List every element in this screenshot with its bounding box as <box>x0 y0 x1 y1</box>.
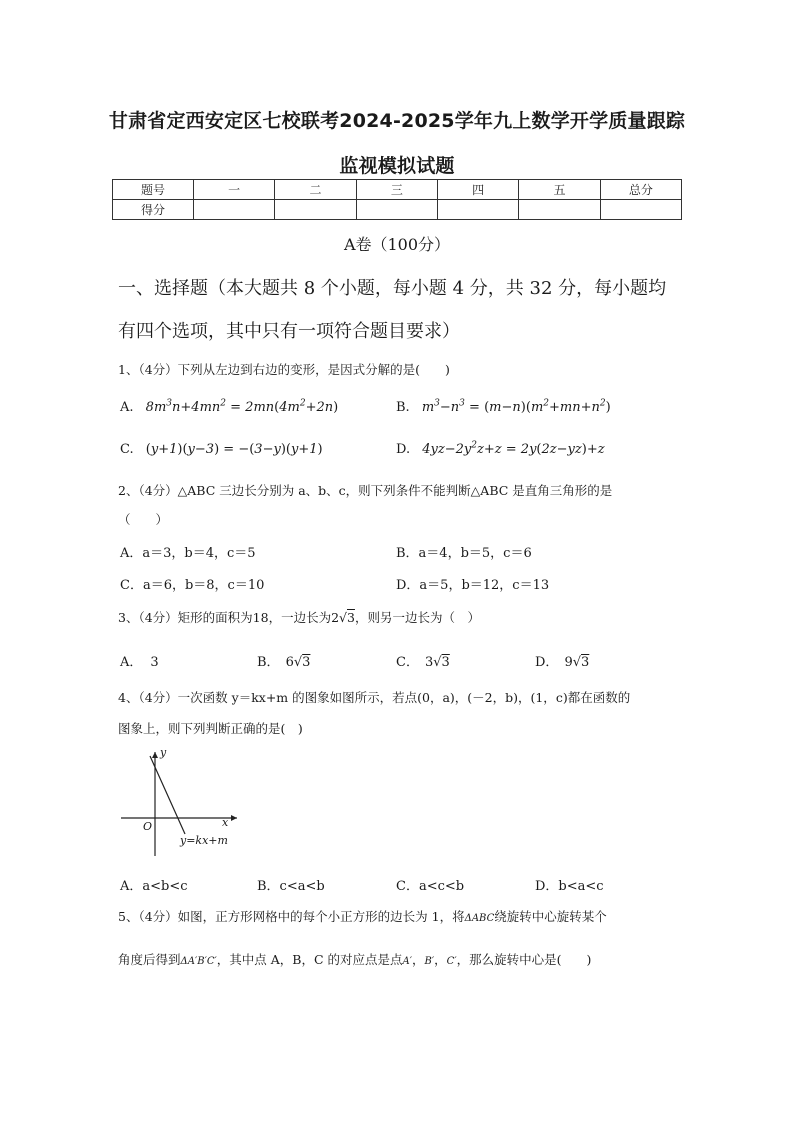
q5-stem-line-2: 角度后得到ΔA′B′C′，其中点 A，B，C 的对应点是点A′，B′，C′，那么旋转中心是( ) <box>118 952 592 967</box>
section-1-heading-line-1: 一、选择题（本大题共 8 个小题，每小题 4 分，共 32 分，每小题均 <box>118 278 667 299</box>
q4-axis-x-label: x <box>222 816 229 829</box>
score-header-cell: 题号 <box>113 180 194 200</box>
q1-option-b <box>396 400 611 415</box>
q1-stem: 1、（4分）下列从左边到右边的变形，是因式分解的是( ) <box>118 362 450 377</box>
score-cell <box>194 200 275 220</box>
score-cell <box>356 200 437 220</box>
q3-option-a: A． 3 <box>120 655 159 670</box>
q2-option-d: D．a＝5，b＝12，c＝13 <box>396 578 550 593</box>
q1-option-a-formula: $8m^3n+4mn^2 = 2mn(4m^2+2n)$ <box>145 398 339 415</box>
q4-origin-label: O <box>143 820 153 833</box>
q5-triangle-abc-prime: ΔA′B′C′ <box>180 956 217 967</box>
q1-option-c <box>120 442 323 457</box>
q1-option-b-formula: $m^3-n^3 = (m-n)(m^2+mn+n^2)$ <box>421 398 611 415</box>
q1-option-d <box>396 442 605 457</box>
q3-option-b: B． 6√3 <box>257 655 311 670</box>
q1-option-a <box>120 400 338 415</box>
q4-y-axis-arrow <box>152 752 158 758</box>
q2-option-c: C．a＝6，b＝8，c＝10 <box>120 578 265 593</box>
q4-x-axis-arrow <box>231 815 237 821</box>
q4-option-b: B．c<a<b <box>257 879 325 894</box>
q4-stem-line-1: 4、（4分）一次函数 y＝kx+m 的图象如图所示，若点(0，a)，(－2，b)，(1，c)都在函数的 <box>118 690 631 705</box>
q1-option-d-label: D. <box>396 442 411 457</box>
q4-stem-line-2: 图象上，则下列判断正确的是( ) <box>118 721 303 736</box>
q1-option-a-label: A. <box>120 400 134 415</box>
q3-area: 18 <box>252 610 269 625</box>
score-header-cell: 三 <box>356 180 437 200</box>
q4-line-label: y=kx+m <box>180 834 228 847</box>
q3-option-c: C． 3√3 <box>396 655 450 670</box>
score-table-header-row <box>113 180 682 200</box>
q3-stem-pre: 3、（4分）矩形的面积为 <box>118 610 253 625</box>
q1-option-b-label: B. <box>396 400 410 415</box>
score-row-label: 得分 <box>113 200 194 220</box>
q1-option-c-label: C. <box>120 442 134 457</box>
q5-stem-line-1: 5、（4分）如图，正方形网格中的每个小正方形的边长为 1，将ΔABC绕旋转中心旋转某个 <box>118 909 607 924</box>
title-line-1: 甘肃省定西安定区七校联考2024-2025学年九上数学开学质量跟踪 <box>108 110 686 132</box>
score-table-score-row <box>113 200 682 220</box>
score-header-cell: 四 <box>437 180 518 200</box>
q3-option-d: D． 9√3 <box>535 655 590 670</box>
score-header-cell: 一 <box>194 180 275 200</box>
section-1-heading-line-2: 有四个选项，其中只有一项符合题目要求） <box>118 321 460 342</box>
q1-option-c-formula: (y+1)(y−3) = −(3−y)(y+1) <box>145 442 323 457</box>
q5-triangle-abc: ΔABC <box>464 913 495 924</box>
q4-option-d: D．b<a<c <box>535 879 604 894</box>
q4-option-c: C．a<c<b <box>396 879 465 894</box>
q3-stem <box>118 608 480 626</box>
score-cell <box>437 200 518 220</box>
q4-option-a: A．a<b<c <box>120 879 188 894</box>
q2-option-a: A．a＝3，b＝4，c＝5 <box>120 546 256 561</box>
title-line-2: 监视模拟试题 <box>339 155 455 177</box>
score-cell <box>519 200 600 220</box>
q2-stem-line-2: （ ） <box>118 512 169 527</box>
q3-stem-post: ，则另一边长为（ ） <box>354 610 480 625</box>
q4-axis-y-label: y <box>160 746 167 759</box>
score-header-cell: 二 <box>275 180 356 200</box>
score-cell <box>600 200 681 220</box>
section-a-heading: A卷（100分） <box>343 235 451 254</box>
q3-stem-mid: ，一边长为 <box>268 610 332 625</box>
score-table <box>112 179 682 220</box>
score-header-cell: 五 <box>519 180 600 200</box>
score-cell <box>275 200 356 220</box>
q2-option-b: B．a＝4，b＝5，c＝6 <box>396 546 532 561</box>
q2-stem-line-1: 2、（4分）△ABC 三边长分别为 a、b、c，则下列条件不能判断△ABC 是直角三角形的是 <box>118 483 613 498</box>
score-header-cell: 总分 <box>600 180 681 200</box>
q1-option-d-formula: $4yz-2y^2z+z = 2y(2z-yz)+z$ <box>422 440 605 457</box>
q3-side-length: 2√3 <box>331 610 355 625</box>
